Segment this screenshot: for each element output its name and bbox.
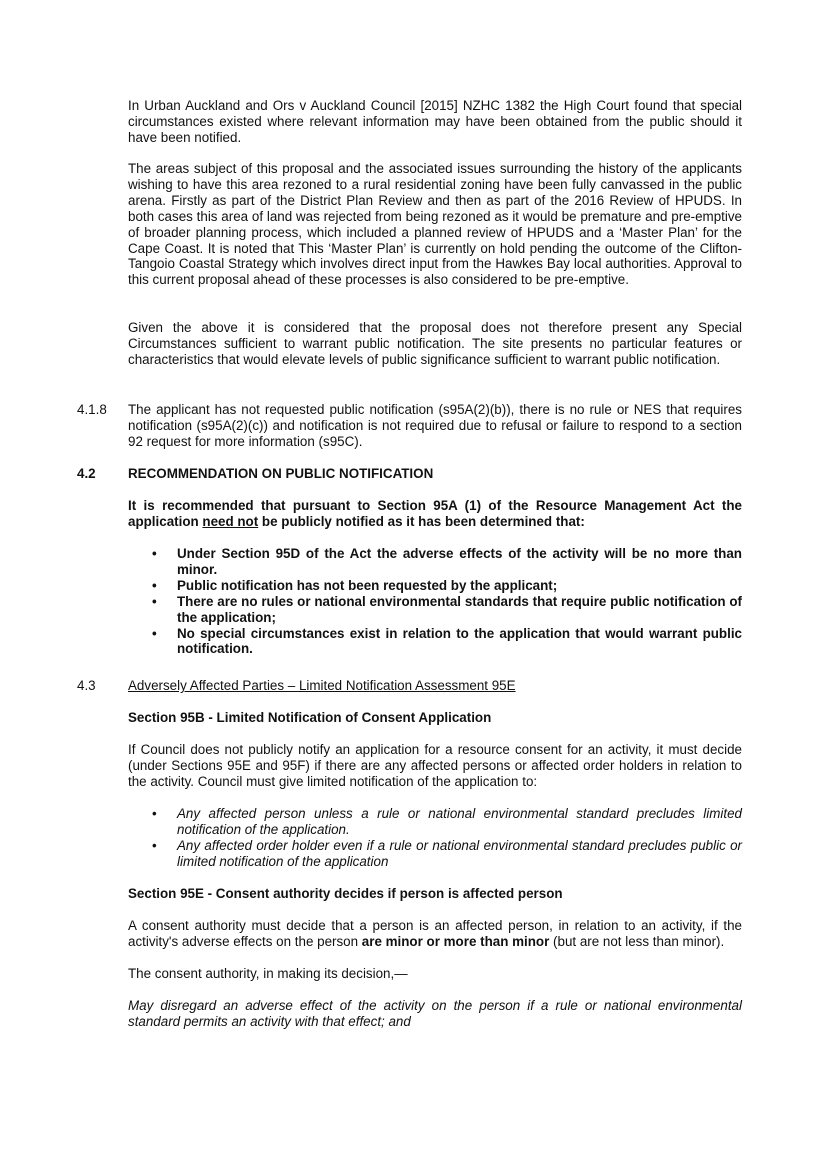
list-item-text: Public notification has not been requested by the applicant; — [177, 577, 558, 593]
bullet-icon: • — [152, 593, 157, 609]
list-item — [128, 626, 742, 658]
intro-paragraph-1: In Urban Auckland and Ors v Auckland Council [2015] NZHC 1382 the High Court found that special circumstances existed where relevant information may have been obtained from the public should it have been notified. — [128, 98, 742, 145]
intro-paragraph-2: The areas subject of this proposal and the associated issues surrounding the history of the applicants wishing to have this area rezoned to a rural residential zoning have been fully canvassed in the public arena. Firstly as part of the District Plan Review and then as part of the 2016 Review of HPUDS. In both cases this area of land was rejected from being rezoned as it would be premature and pre-emptive of broader planning process, which included a planned review of HPUDS and a ‘Master Plan’ for the Cape Coast. It is noted that This ‘Master Plan’ is currently on hold pending the outcome of the Clifton-Tangoio Coastal Strategy which involves direct input from the Hawkes Bay local authorities. Approval to this current proposal ahead of these processes is also considered to be pre-emptive. — [128, 161, 742, 288]
bullet-icon: • — [152, 546, 157, 561]
paragraph-disregard: May disregard an adverse effect of the activity on the person if a rule or national environmental standard permits an activity with that effect; and — [128, 998, 742, 1029]
section-text: The applicant has not requested public notification (s95A(2)(b)), there is no rule or NES that requires notification (s95A(2)(c)) and notification is not required due to refusal or failure to respond to a section 92 request for more information (s95C). — [128, 402, 742, 449]
list-item — [128, 578, 742, 594]
subheading-section-95e: Section 95E - Consent authority decides if person is affected person — [128, 886, 563, 901]
subheading-section-95b: Section 95B - Limited Notification of Consent Application — [128, 710, 492, 725]
bullet-icon: • — [152, 625, 157, 641]
intro-paragraph-3: Given the above it is considered that the proposal does not therefore present any Special Circumstances sufficient to warrant public notification. The site presents no particular features or characteristics that would elevate levels of public significance sufficient to warrant public notification. — [128, 320, 742, 367]
list-item-text: No special circumstances exist in relation to the application that would warrant public notification. — [177, 625, 742, 657]
list-item-text: Any affected person unless a rule or national environmental standard precludes limited notification of the application. — [177, 806, 742, 837]
section-number: 4.3 — [77, 678, 96, 693]
list-item — [128, 838, 742, 870]
emphasis-text: are minor or more than minor — [361, 933, 550, 949]
paragraph-95b: If Council does not publicly notify an application for a resource consent for an activity, it must decide (under Sections 95E and 95F) if there are any affected persons or affected order holders in relation to the activity. Council must give limited notification of the application to: — [128, 742, 742, 789]
lead-text: It is recommended that pursuant to Section 95A (1) of the Resource Management Act the application — [128, 498, 742, 529]
bullet-icon: • — [152, 837, 157, 853]
paragraph-text-end: (but are not less than minor). — [549, 933, 725, 949]
list-item — [128, 546, 742, 578]
paragraph-95e — [128, 918, 742, 950]
affected-bullet-list — [128, 806, 742, 870]
lead-text-end: be publicly notified as it has been determined that: — [258, 513, 585, 529]
list-item — [128, 806, 742, 838]
section-number: 4.1.8 — [77, 402, 107, 417]
list-item — [128, 594, 742, 626]
paragraph-text: A consent authority must decide that a person is an affected person, in relation to an activity, if the activity's adverse effects on the person — [128, 918, 742, 949]
section-number: 4.2 — [77, 466, 96, 481]
recommendation-bullet-list — [128, 546, 742, 657]
paragraph-decision: The consent authority, in making its decision,— — [128, 966, 408, 981]
section-heading: Adversely Affected Parties – Limited Notification Assessment 95E — [128, 678, 516, 693]
bullet-icon: • — [152, 577, 157, 593]
recommendation-lead — [128, 498, 742, 530]
lead-underlined-text: need not — [202, 513, 259, 529]
list-item-text: There are no rules or national environmental standards that require public notification of the application; — [177, 593, 742, 625]
section-heading: RECOMMENDATION ON PUBLIC NOTIFICATION — [128, 466, 434, 481]
bullet-icon: • — [152, 806, 157, 821]
list-item-text: Any affected order holder even if a rule or national environmental standard precludes public or limited notification of the application — [177, 837, 742, 869]
list-item-text: Under Section 95D of the Act the adverse effects of the activity will be no more than minor. — [177, 546, 742, 577]
